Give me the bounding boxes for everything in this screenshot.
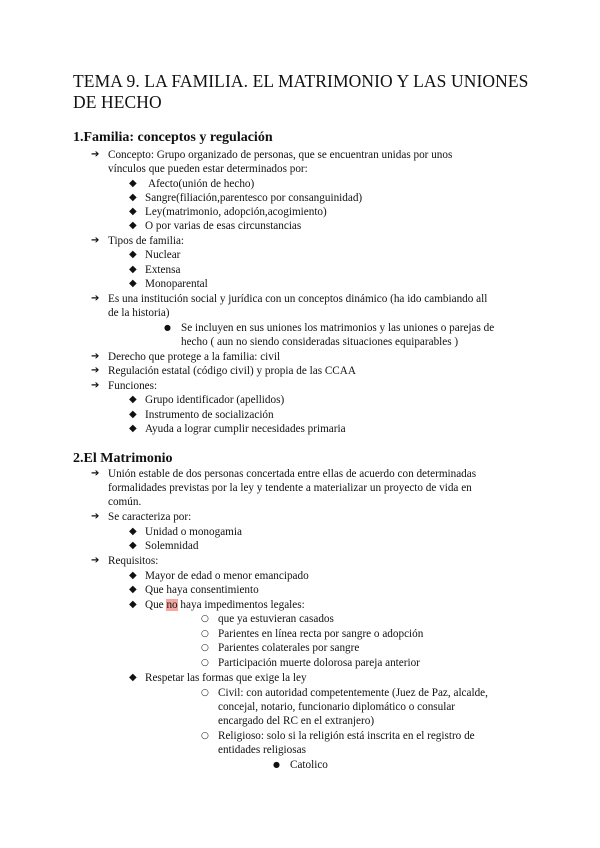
circle-bullet-icon: ○ — [201, 643, 209, 653]
arrow-bullet-icon: ➔ — [91, 365, 100, 376]
arrow-bullet-icon: ➔ — [91, 149, 100, 160]
document-title: TEMA 9. LA FAMILIA. EL MATRIMONIO Y LAS UNIONES DE HECHO — [73, 71, 529, 112]
uniones-line-2: hecho ( aun no siendo consideradas situaciones equiparables ) — [181, 336, 459, 348]
circle-bullet-icon: ○ — [201, 629, 209, 639]
impedimentos-text-pre: Que — [145, 599, 167, 611]
diamond-bullet-icon: ◆ — [129, 178, 137, 189]
arrow-bullet-icon: ➔ — [91, 293, 100, 304]
diamond-bullet-icon: ◆ — [129, 278, 137, 289]
uniones-line-1: Se incluyen en sus uniones los matrimonios y las uniones o parejas de — [181, 322, 495, 334]
requisito-consentimiento: Que haya consentimiento — [145, 584, 259, 596]
tipo-item: Monoparental — [145, 278, 208, 290]
union-line-2: formalidades previstas por la ley y tendente a materializar un proyecto de vida en — [108, 482, 472, 494]
diamond-bullet-icon: ◆ — [129, 599, 137, 610]
vinculo-item: Afecto(unión de hecho) — [148, 178, 255, 190]
caracteristica-item: Unidad o monogamia — [145, 526, 242, 538]
vinculo-item: Ley(matrimonio, adopción,acogimiento) — [145, 206, 327, 218]
section-heading-familia: 1.Familia: conceptos y regulación — [73, 130, 273, 145]
impedimentos-text-post: haya impedimentos legales: — [177, 599, 305, 611]
arrow-bullet-icon: ➔ — [91, 468, 100, 479]
religioso-line-1: Religioso: solo si la religión está inscrita en el registro de — [218, 730, 475, 742]
funcion-item: Ayuda a lograr cumplir necesidades primaria — [145, 423, 346, 435]
funcion-item: Grupo identificador (apellidos) — [145, 394, 285, 406]
circle-bullet-icon: ○ — [201, 658, 209, 668]
diamond-bullet-icon: ◆ — [129, 423, 137, 434]
impedimento-item: Parientes en línea recta por sangre o adopción — [218, 628, 424, 640]
dot-bullet-icon: ● — [164, 323, 171, 332]
catolico-item: Catolico — [290, 759, 328, 771]
requisito-impedimentos — [145, 598, 305, 613]
circle-bullet-icon: ○ — [201, 614, 209, 624]
arrow-bullet-icon: ➔ — [91, 555, 100, 566]
diamond-bullet-icon: ◆ — [129, 526, 137, 537]
diamond-bullet-icon: ◆ — [129, 409, 137, 420]
institucion-line-1: Es una institución social y jurídica con un conceptos dinámico (ha ido cambiando all — [108, 293, 488, 305]
arrow-bullet-icon: ➔ — [91, 351, 100, 362]
concepto-line-1: Concepto: Grupo organizado de personas, que se encuentran unidas por unos — [108, 149, 453, 161]
circle-bullet-icon: ○ — [201, 731, 209, 741]
arrow-bullet-icon: ➔ — [91, 511, 100, 522]
requisito-formas: Respetar las formas que exige la ley — [145, 672, 307, 684]
caracteristica-item: Solemnidad — [145, 540, 199, 552]
institucion-line-2: de la historia) — [108, 307, 170, 319]
diamond-bullet-icon: ◆ — [129, 672, 137, 683]
impedimento-item: Participación muerte dolorosa pareja anterior — [218, 657, 420, 669]
tipos-label: Tipos de familia: — [108, 235, 185, 247]
diamond-bullet-icon: ◆ — [129, 540, 137, 551]
civil-line-1: Civil: con autoridad competentemente (Juez de Paz, alcalde, — [218, 687, 488, 699]
tipo-item: Extensa — [145, 264, 181, 276]
tipo-item: Nuclear — [145, 249, 181, 261]
diamond-bullet-icon: ◆ — [129, 249, 137, 260]
vinculo-item: Sangre(filiación,parentesco por consanguinidad) — [145, 192, 363, 204]
impedimento-item: que ya estuvieran casados — [218, 613, 334, 625]
diamond-bullet-icon: ◆ — [129, 220, 137, 231]
arrow-bullet-icon: ➔ — [91, 235, 100, 246]
vinculo-item: O por varias de esas circunstancias — [145, 220, 302, 232]
civil-line-2: concejal, notario, funcionario diplomático o consular — [218, 701, 456, 713]
requisito-mayor: Mayor de edad o menor emancipado — [145, 570, 309, 582]
regulacion-item: Regulación estatal (código civil) y propia de las CCAA — [108, 365, 356, 377]
circle-bullet-icon: ○ — [201, 688, 209, 698]
funcion-item: Instrumento de socialización — [145, 409, 274, 421]
highlighted-word: no — [166, 599, 178, 611]
dot-bullet-icon: ● — [273, 760, 280, 769]
diamond-bullet-icon: ◆ — [129, 206, 137, 217]
diamond-bullet-icon: ◆ — [129, 570, 137, 581]
caracteriza-label: Se caracteriza por: — [108, 511, 192, 523]
diamond-bullet-icon: ◆ — [129, 394, 137, 405]
civil-line-3: encargado del RC en el extranjero) — [218, 715, 375, 727]
religioso-line-2: entidades religiosas — [218, 744, 306, 756]
section-heading-matrimonio: 2.El Matrimonio — [73, 451, 173, 466]
diamond-bullet-icon: ◆ — [129, 264, 137, 275]
derecho-item: Derecho que protege a la familia: civil — [108, 351, 281, 363]
union-line-1: Unión estable de dos personas concertada entre ellas de acuerdo con determinadas — [108, 468, 477, 480]
funciones-label: Funciones: — [108, 380, 158, 392]
requisitos-label: Requisitos: — [108, 555, 159, 567]
concepto-line-2: vínculos que pueden estar determinados por: — [108, 163, 308, 175]
union-line-3: común. — [108, 496, 142, 508]
arrow-bullet-icon: ➔ — [91, 380, 100, 391]
diamond-bullet-icon: ◆ — [129, 192, 137, 203]
diamond-bullet-icon: ◆ — [129, 584, 137, 595]
impedimento-item: Parientes colaterales por sangre — [218, 642, 360, 654]
